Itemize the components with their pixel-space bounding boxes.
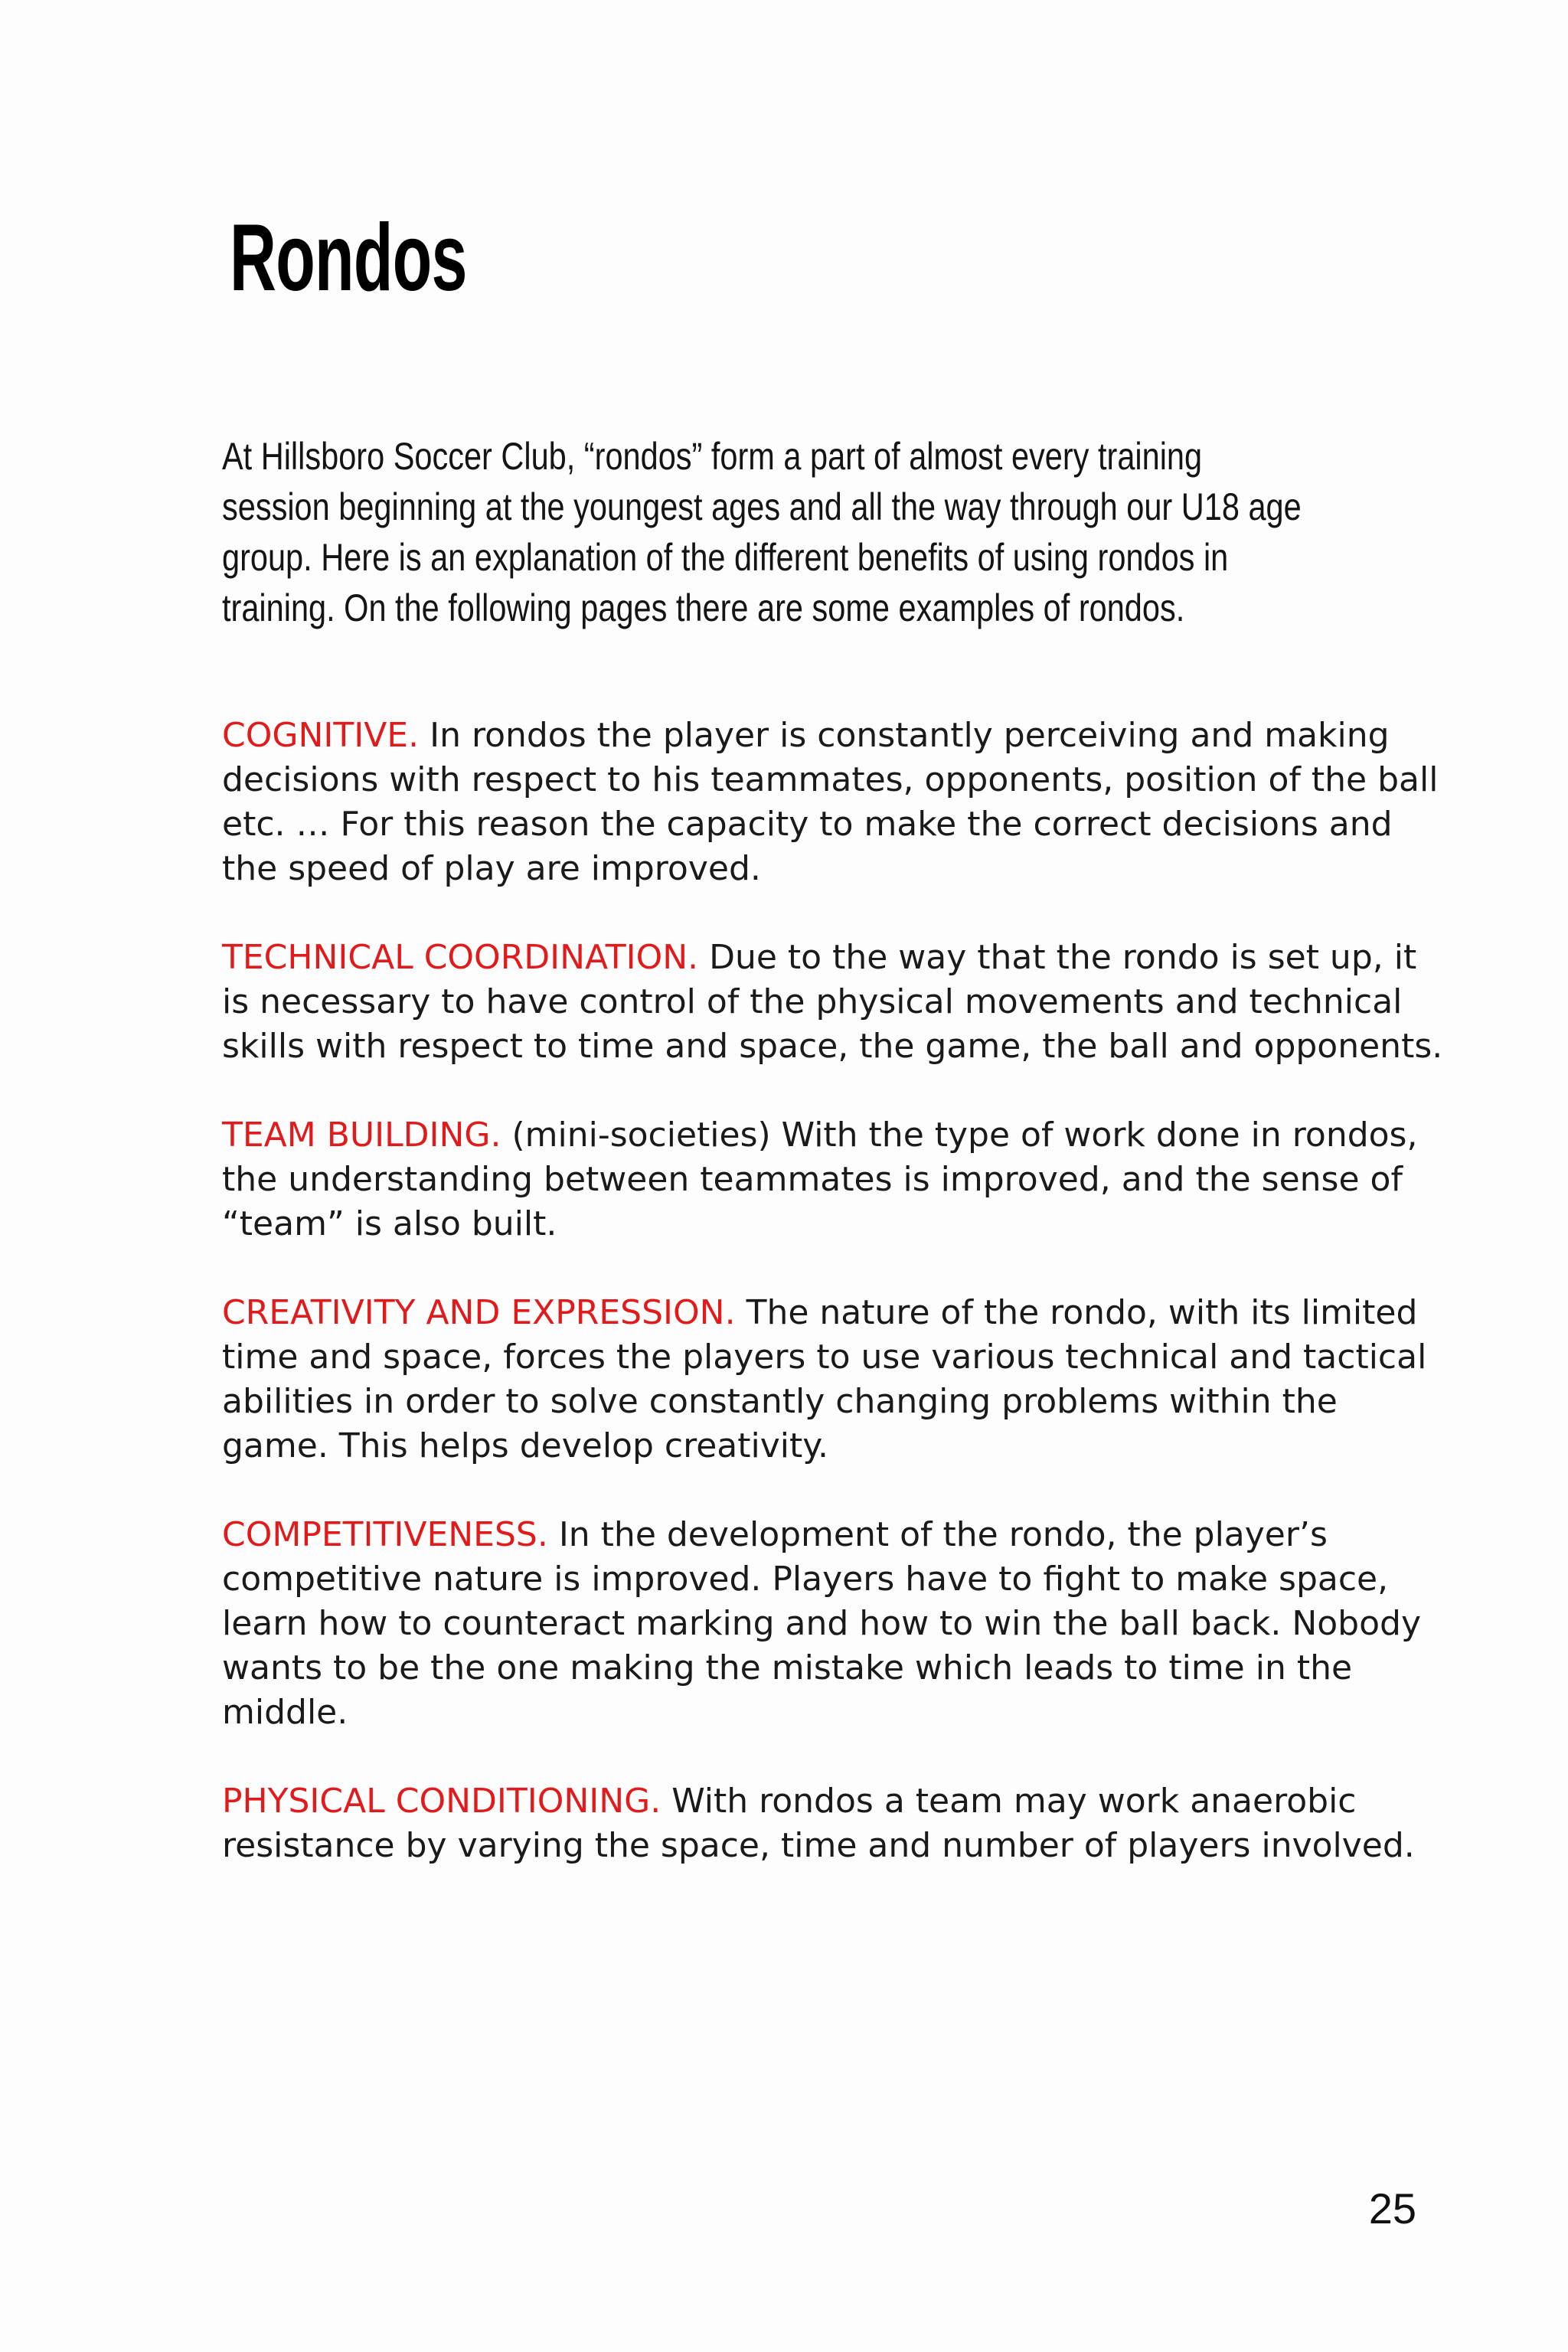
benefit-heading: COMPETITIVENESS. xyxy=(222,1515,548,1554)
benefits-list xyxy=(222,714,1447,1913)
benefit-creativity-expression xyxy=(222,1291,1447,1468)
benefit-text: In the development of the rondo, the player’s competitive nature is improved. Players have to fight to make space, learn how to counteract marking and how to win the ball back. Nobody wants to be the one making the mistake which leads to time in the middle. xyxy=(222,1515,1421,1732)
benefit-heading: COGNITIVE. xyxy=(222,716,420,755)
benefit-heading: TEAM BUILDING. xyxy=(222,1116,501,1155)
page-title: Rondos xyxy=(230,205,467,311)
benefit-text: With rondos a team may work anaerobic resistance by varying the space, time and number of players involved. xyxy=(222,1782,1415,1865)
benefit-text: (mini-societies) With the type of work done in rondos, the understanding between teammates is improved, and the sense of “team” is also built. xyxy=(222,1116,1418,1243)
benefit-text: In rondos the player is constantly perceiving and making decisions with respect to his teammates, opponents, position of the ball etc. … For this reason the capacity to make the correct decisions and the speed of play are improved. xyxy=(222,716,1439,888)
intro-paragraph: At Hillsboro Soccer Club, “rondos” form a part of almost every training session beginning at the youngest ages and all the way through our U18 age group. Here is an explanation of the different benefits of using rondos in training. On the following pages there are some examples of rondos. xyxy=(222,435,1302,629)
benefit-physical-conditioning xyxy=(222,1779,1447,1868)
benefit-heading: CREATIVITY AND EXPRESSION. xyxy=(222,1293,736,1332)
benefit-technical-coordination xyxy=(222,936,1447,1069)
page-number: 25 xyxy=(1368,2184,1416,2233)
benefit-heading: PHYSICAL CONDITIONING. xyxy=(222,1782,662,1821)
benefit-heading: TECHNICAL COORDINATION. xyxy=(222,938,699,977)
benefit-team-building xyxy=(222,1113,1447,1246)
benefit-text: Due to the way that the rondo is set up, it is necessary to have control of the physical movements and technical skills with respect to time and space, the game, the ball and opponents. xyxy=(222,938,1443,1066)
benefit-competitiveness xyxy=(222,1513,1447,1735)
benefit-cognitive xyxy=(222,714,1447,891)
benefit-text: The nature of the rondo, with its limited time and space, forces the players to use various technical and tactical abilities in order to solve constantly changing problems within the game. This helps develop creativity. xyxy=(222,1293,1427,1465)
intro-block xyxy=(222,431,1302,633)
